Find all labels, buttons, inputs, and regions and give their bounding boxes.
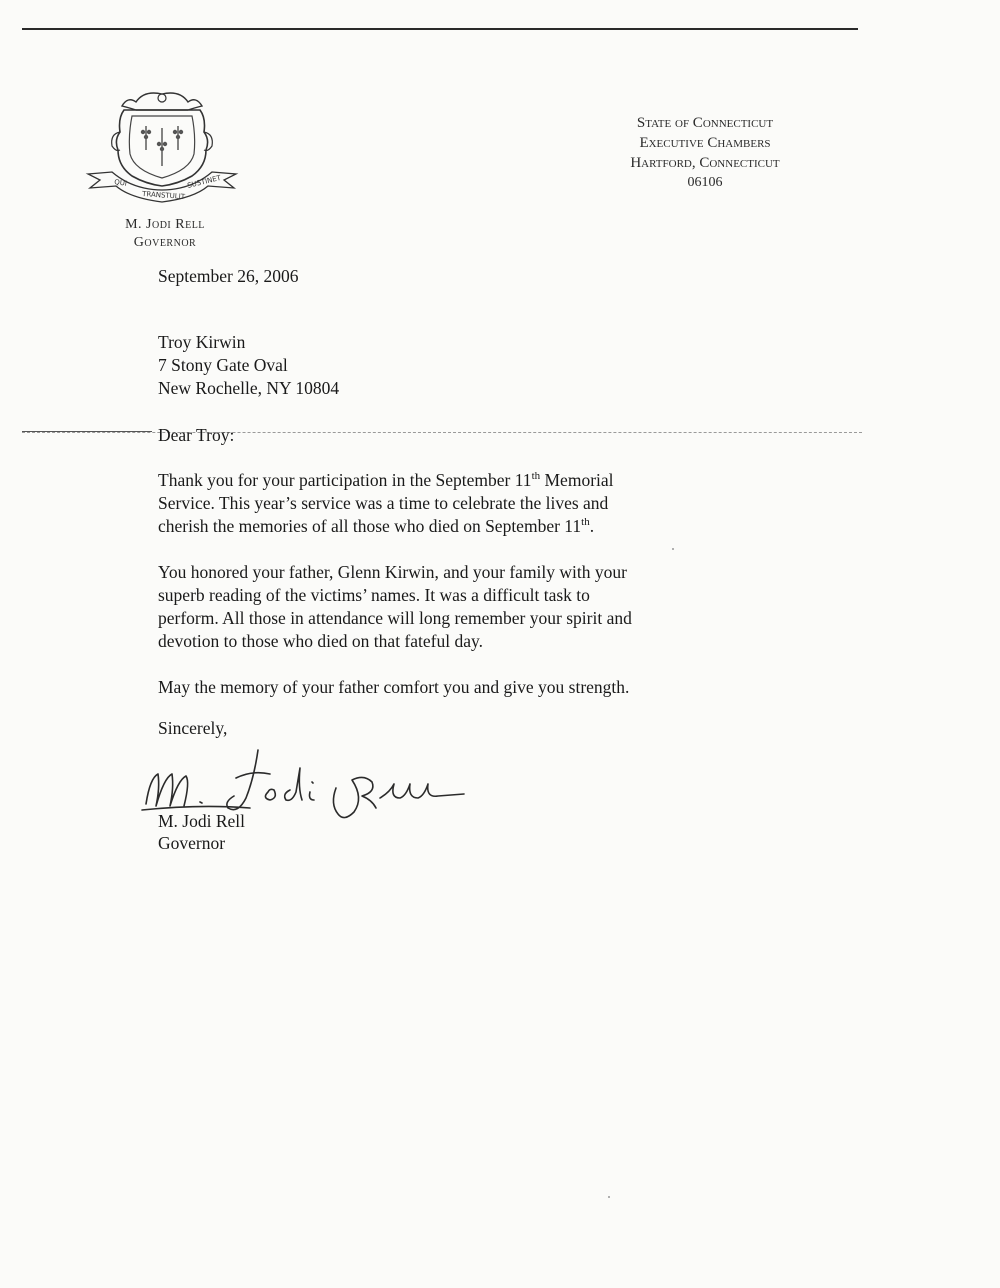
recipient-city: New Rochelle, NY 10804 [158, 378, 340, 398]
p1-line1-b: Memorial [540, 470, 614, 490]
paper-speck [608, 1196, 610, 1198]
state-line-3: Hartford, Connecticut [630, 155, 780, 171]
p1-line3-b: . [589, 516, 595, 536]
paragraph-2 [158, 561, 738, 653]
ordinal-suffix: th [581, 516, 590, 528]
paragraph-3: May the memory of your father comfort you and give you strength. [158, 677, 630, 697]
ordinal-suffix: th [531, 470, 541, 482]
governor-name: M. Jodi Rell [125, 217, 205, 232]
state-seal-icon [84, 88, 240, 212]
state-zip: 06106 [687, 175, 723, 190]
signer-name: M. Jodi Rell [158, 811, 246, 831]
closing: Sincerely, [158, 718, 228, 738]
svg-text:TRANSTULIT: TRANSTULIT [141, 190, 186, 201]
recipient-street: 7 Stony Gate Oval [158, 355, 288, 375]
letter-date: September 26, 2006 [158, 266, 299, 286]
svg-text:SUSTINET: SUSTINET [186, 173, 222, 190]
salutation: Dear Troy: [158, 425, 235, 445]
paragraph-2-line-3: perform. All those in attendance will long remember your spirit and [158, 608, 632, 628]
signer-title: Governor [158, 833, 226, 853]
paragraph-2-line-1: You honored your father, Glenn Kirwin, and your family with your [158, 562, 627, 582]
paragraph-1 [158, 469, 738, 538]
paragraph-1-line-3 [158, 515, 738, 538]
state-line-1: State of Connecticut [636, 115, 774, 131]
state-address-block [590, 113, 820, 193]
paragraph-2-line-4: devotion to those who died on that fateful day. [158, 631, 483, 651]
paragraph-1-line-2: Service. This year’s service was a time to celebrate the lives and [158, 493, 609, 513]
recipient-address [158, 331, 738, 400]
state-line-2: Executive Chambers [639, 135, 771, 151]
p1-line3-a: cherish the memories of all those who died on September 11 [158, 516, 582, 536]
paragraph-2-line-2: superb reading of the victims’ names. It was a difficult task to [158, 585, 590, 605]
governor-title: Governor [133, 235, 197, 250]
fold-line-mark [22, 431, 152, 432]
p1-line1-a: Thank you for your participation in the September 11 [158, 470, 532, 490]
paper-speck [672, 548, 674, 550]
recipient-name: Troy Kirwin [158, 332, 246, 352]
paragraph-1-line-1 [158, 469, 738, 492]
svg-text:QUI: QUI [113, 178, 128, 188]
top-rule [22, 28, 858, 30]
